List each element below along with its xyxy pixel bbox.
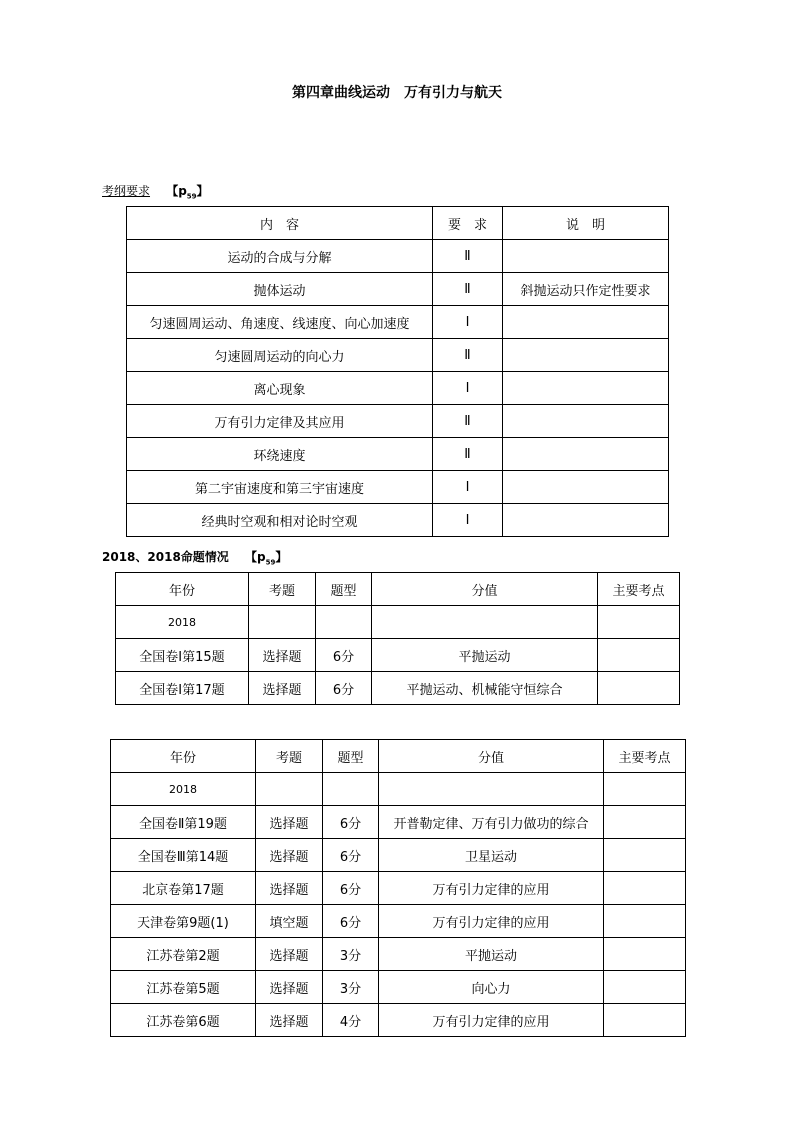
table-cell [604, 806, 686, 839]
header-cell: 年份 [116, 573, 249, 606]
table-cell: 6分 [316, 639, 372, 672]
page-ref: 【$p_{59}$】 [166, 184, 209, 201]
table-cell: 选择题 [256, 839, 323, 872]
header-cell: 考题 [256, 740, 323, 773]
table-row [116, 606, 680, 639]
table-cell: 天津卷第9题(1) [111, 905, 256, 938]
header-cell: 分值 [372, 573, 598, 606]
table-cell: 第二宇宙速度和第三宇宙速度 [127, 471, 433, 504]
table-cell [604, 1004, 686, 1037]
table-cell: 抛体运动 [127, 273, 433, 306]
table-cell [604, 773, 686, 806]
table-cell [503, 372, 669, 405]
table-cell: 选择题 [249, 639, 316, 672]
table-cell [316, 606, 372, 639]
table-cell: 平抛运动 [372, 639, 598, 672]
table-cell [256, 773, 323, 806]
table-cell: 选择题 [256, 872, 323, 905]
table-cell: Ⅰ [433, 372, 503, 405]
table-row [127, 504, 669, 537]
table-cell: 6分 [323, 806, 379, 839]
exam-table-2 [110, 739, 686, 1037]
section-label: 考纲要求 [102, 184, 151, 198]
table-row [111, 806, 686, 839]
table-header-row [116, 573, 680, 606]
table-cell [598, 639, 680, 672]
table-cell: 选择题 [249, 672, 316, 705]
table-row [127, 471, 669, 504]
table-cell: 江苏卷第5题 [111, 971, 256, 1004]
table-cell: 江苏卷第6题 [111, 1004, 256, 1037]
table-cell: 3分 [323, 938, 379, 971]
table-row [127, 405, 669, 438]
table-cell: 离心现象 [127, 372, 433, 405]
table-cell: 4分 [323, 1004, 379, 1037]
section-heading-syllabus [102, 182, 209, 200]
table-cell: Ⅰ [433, 306, 503, 339]
page-title: 第四章曲线运动 万有引力与航天 [292, 85, 502, 101]
page-ref: 【$p_{59}$】 [245, 550, 288, 567]
table-cell: 选择题 [256, 1004, 323, 1037]
table-cell: 6分 [323, 872, 379, 905]
section-label: 2018、2018命题情况 [102, 550, 229, 564]
header-cell: 主要考点 [604, 740, 686, 773]
table-cell: Ⅱ [433, 438, 503, 471]
header-cell: 主要考点 [598, 573, 680, 606]
table-cell: 匀速圆周运动的向心力 [127, 339, 433, 372]
table-row [116, 672, 680, 705]
table-cell: 江苏卷第2题 [111, 938, 256, 971]
table-cell [503, 306, 669, 339]
table-cell [598, 672, 680, 705]
header-cell: 题型 [316, 573, 372, 606]
table-row [127, 240, 669, 273]
table-header-row [127, 207, 669, 240]
table-cell: 开普勒定律、万有引力做功的综合 [379, 806, 604, 839]
header-cell: 说 明 [503, 207, 669, 240]
table-cell: 填空题 [256, 905, 323, 938]
table-cell [503, 504, 669, 537]
table-cell: 选择题 [256, 971, 323, 1004]
table-row [127, 372, 669, 405]
table-cell: 万有引力定律的应用 [379, 905, 604, 938]
table-cell [249, 606, 316, 639]
table-cell: 3分 [323, 971, 379, 1004]
table-cell: 选择题 [256, 806, 323, 839]
table-cell: 2018 [111, 773, 256, 806]
table-cell [598, 606, 680, 639]
table-row [111, 1004, 686, 1037]
table-cell: 2018 [116, 606, 249, 639]
table-cell [323, 773, 379, 806]
table-cell: 全国卷Ⅰ第17题 [116, 672, 249, 705]
table-cell [503, 405, 669, 438]
table-cell [372, 606, 598, 639]
table-cell: 匀速圆周运动、角速度、线速度、向心加速度 [127, 306, 433, 339]
table-cell: 6分 [316, 672, 372, 705]
table-cell: 全国卷Ⅱ第19题 [111, 806, 256, 839]
table-cell: Ⅱ [433, 273, 503, 306]
table-row [111, 839, 686, 872]
table-cell: 6分 [323, 839, 379, 872]
table-row [111, 773, 686, 806]
table-row [127, 306, 669, 339]
table-cell: 万有引力定律及其应用 [127, 405, 433, 438]
table-row [111, 938, 686, 971]
table-cell: 平抛运动、机械能守恒综合 [372, 672, 598, 705]
table-cell: 运动的合成与分解 [127, 240, 433, 273]
header-cell: 考题 [249, 573, 316, 606]
table-cell: 全国卷Ⅰ第15题 [116, 639, 249, 672]
syllabus-table [126, 206, 669, 537]
header-cell: 要 求 [433, 207, 503, 240]
exam-table-1 [115, 572, 680, 705]
table-cell [604, 872, 686, 905]
table-cell [604, 938, 686, 971]
table-row [111, 872, 686, 905]
table-cell: 选择题 [256, 938, 323, 971]
table-cell: 全国卷Ⅲ第14题 [111, 839, 256, 872]
header-cell: 分值 [379, 740, 604, 773]
table-cell: 斜抛运动只作定性要求 [503, 273, 669, 306]
table-cell: 卫星运动 [379, 839, 604, 872]
table-cell: 万有引力定律的应用 [379, 872, 604, 905]
table-cell: Ⅰ [433, 471, 503, 504]
table-header-row [111, 740, 686, 773]
table-cell: 万有引力定律的应用 [379, 1004, 604, 1037]
table-row [127, 339, 669, 372]
table-cell [503, 240, 669, 273]
table-cell [503, 438, 669, 471]
table-cell [503, 339, 669, 372]
table-row [111, 971, 686, 1004]
table-cell [604, 971, 686, 1004]
table-cell [503, 471, 669, 504]
table-cell [379, 773, 604, 806]
header-cell: 题型 [323, 740, 379, 773]
table-cell: Ⅱ [433, 339, 503, 372]
header-cell: 年份 [111, 740, 256, 773]
table-cell: 向心力 [379, 971, 604, 1004]
table-cell: 经典时空观和相对论时空观 [127, 504, 433, 537]
table-cell: Ⅰ [433, 504, 503, 537]
table-cell [604, 905, 686, 938]
table-cell: 环绕速度 [127, 438, 433, 471]
table-row [111, 905, 686, 938]
table-row [127, 273, 669, 306]
table-cell: 北京卷第17题 [111, 872, 256, 905]
table-row [127, 438, 669, 471]
header-cell: 内 容 [127, 207, 433, 240]
table-cell: 6分 [323, 905, 379, 938]
section-heading-exam [102, 548, 287, 566]
table-cell [604, 839, 686, 872]
table-cell: Ⅱ [433, 240, 503, 273]
table-cell: 平抛运动 [379, 938, 604, 971]
table-cell: Ⅱ [433, 405, 503, 438]
table-row [116, 639, 680, 672]
